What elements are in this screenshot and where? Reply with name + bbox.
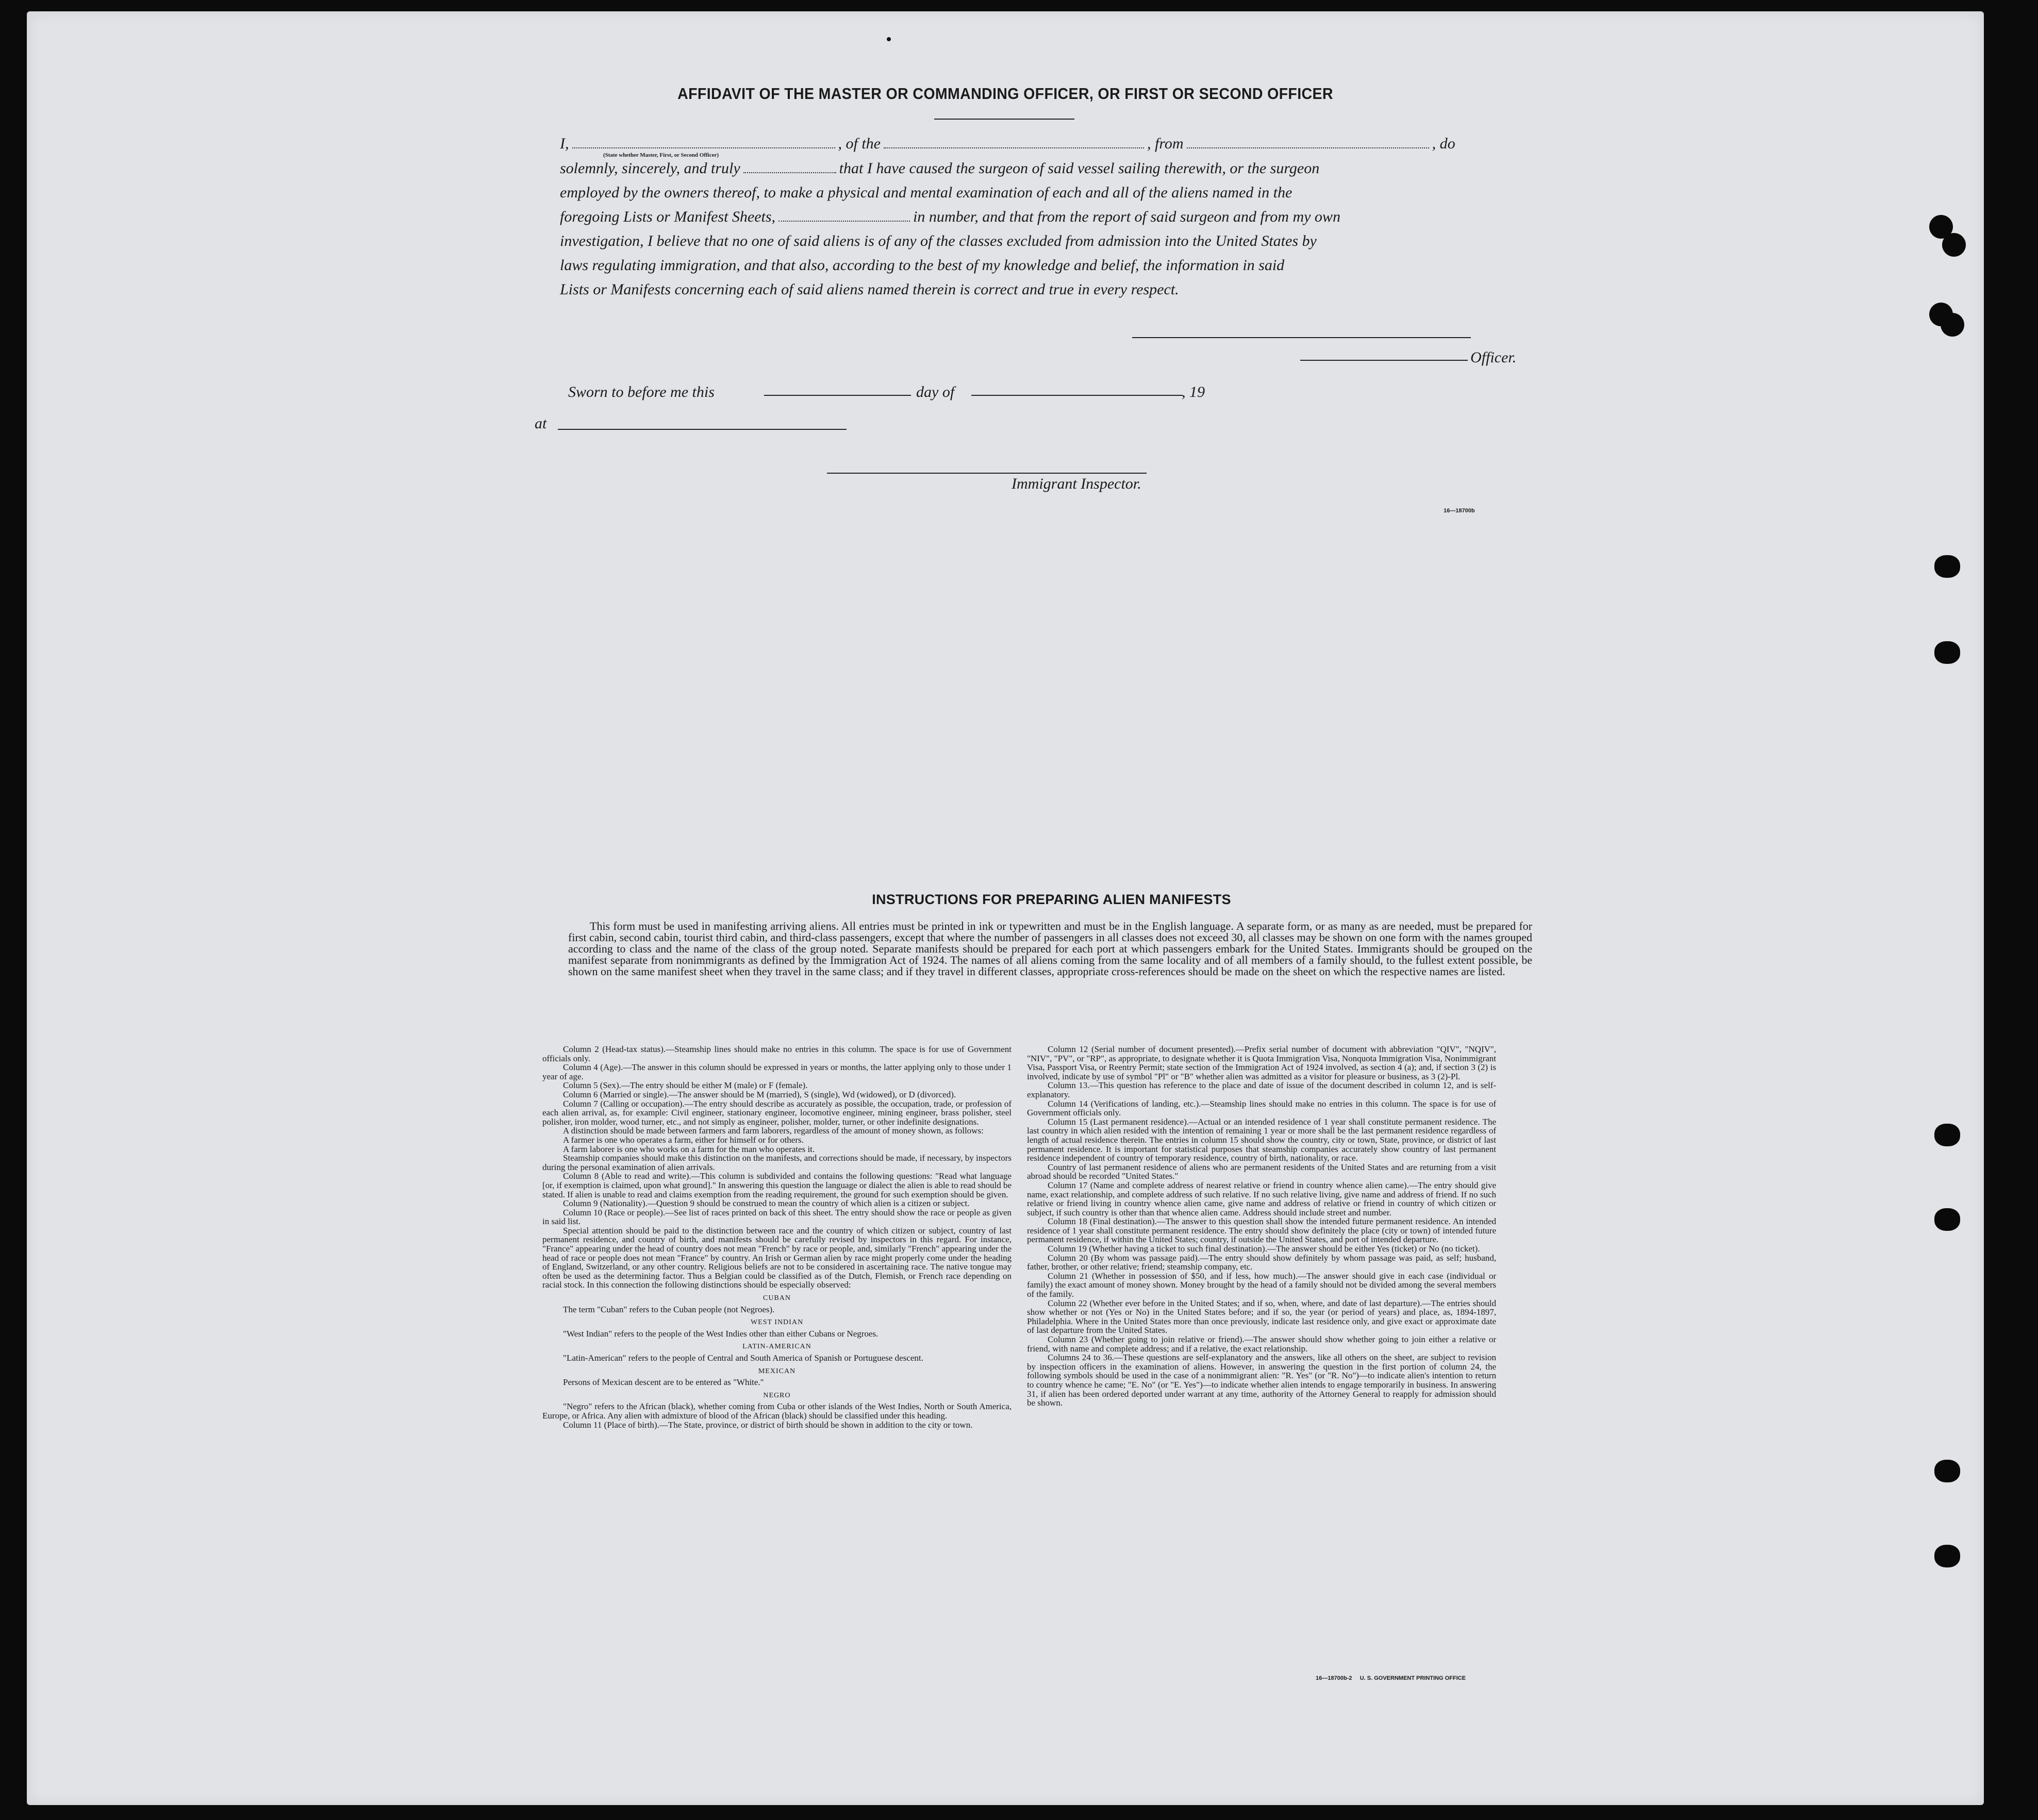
instruction-paragraph: Column 2 (Head-tax status).—Steamship lines should make no entries in this column. The space is for use of Government officials only. <box>542 1044 1012 1063</box>
instructions-right-column <box>1027 1045 1496 1408</box>
instruction-paragraph: Column 14 (Verifications of landing, etc.).—Steamship lines should make no entries in this column. The space is for use of Government officials only. <box>1027 1098 1496 1118</box>
sworn-manner-field[interactable] <box>743 161 836 173</box>
affidavit-line-4a: foregoing Lists or Manifest Sheets, <box>560 208 776 225</box>
affidavit-title: AFFIDAVIT OF THE MASTER OR COMMANDING OFFICER, OR FIRST OR SECOND OFFICER <box>677 85 1333 103</box>
section-heading: LATIN-AMERICAN <box>742 1343 811 1351</box>
ink-dot <box>887 37 891 41</box>
instruction-paragraph: A farmer is one who operates a farm, either for himself or for others. <box>563 1134 804 1145</box>
instruction-paragraph: Column 5 (Sex).—The entry should be either M (male) or F (female). <box>563 1080 808 1091</box>
punch-hole <box>1941 313 1964 337</box>
instructions-intro: This form must be used in manifesting arriving aliens. All entries must be printed in ink or typewritten and must be in the English language. A separate form, or as many as are needed, must be prepared for first cabin, second cabin, tourist third cabin, and third-class passengers, except that where the number of passengers in all classes does not exceed 30, all classes may be shown on one form with the names grouped according to class and the name of the class of the group noted. Separate manifests should be prepared for each port at which passengers embark for the United States. Immigrants should be grouped on the manifest separate from nonimmigrants as defined by the Immigration Act of 1924. The names of all aliens coming from the same locality and of all members of a family should, to the fullest extent possible, be shown on the same manifest sheet when they travel in the same class; and if they travel in different classes, appropriate cross-references should be made on the sheet on which the respective names are listed. <box>568 920 1532 978</box>
instruction-paragraph: Column 6 (Married or single).—The answer should be M (married), S (single), Wd (widowed), or D (divorced). <box>563 1089 956 1099</box>
instruction-paragraph: Column 13.—This question has reference to the place and date of issue of the document described in column 12, and is self-explanatory. <box>1027 1080 1496 1099</box>
instruction-paragraph: Column 4 (Age).—The answer in this column should be expressed in years or months, the latter applying only to those under 1 year of age. <box>542 1062 1012 1081</box>
instruction-paragraph: Column 19 (Whether having a ticket to such final destination).—The answer should be either Yes (ticket) or No (no ticket). <box>1048 1244 1480 1254</box>
section-heading: CUBAN <box>763 1294 791 1303</box>
officer-rank-field[interactable] <box>572 136 835 148</box>
punch-hole <box>1934 555 1960 578</box>
affidavit-line-3 <box>560 184 1529 207</box>
section-heading: MEXICAN <box>758 1367 796 1375</box>
instruction-paragraph: Column 12 (Serial number of document presented).—Prefix serial number of document with abbreviation "QIV", "NQIV", "NIV", "PV", or "RP", as appropriate, to designate whether it is Quota Immigration Visa, Nonquota Immigration Visa, Nonimmigrant Visa, Passport Visa, or Reentry Permit; state section of the Immigration Act of 1924 involved, as section 4 (a); and, if section 3 (2) is involved, indicate by use of symbol "Pl" or "B" whether alien was admitted as a visitor for pleasure or business, as 3 (2)-Pl. <box>1027 1044 1496 1081</box>
instruction-paragraph: Column 9 (Nationality).—Question 9 should be construed to mean the country of which alien is a citizen or subject. <box>563 1198 970 1209</box>
sworn-day-field[interactable] <box>764 395 911 396</box>
footer-print-code: 16—18700b-2 U. S. GOVERNMENT PRINTING OFFICE <box>1316 1675 1466 1681</box>
vessel-name-field[interactable] <box>884 136 1144 148</box>
instruction-paragraph: Columns 24 to 36.—These questions are self-explanatory and the answers, like all others on the sheet, are subject to revision by inspection officers in the examination of aliens. However, in answering the question in the first portion of column 24, the following symbols should be used in the case of a nonimmigrant alien: "R. Yes" (or "R. No")—to indicate alien's intention to return to country whence he came; "E. No" (or "E. Yes")—to indicate whether alien intends to engage temporarily in business. In answering 31, if alien has been ordered deported under warrant at any time, authority of the Attorney General to reapply for admission should be shown. <box>1027 1353 1496 1408</box>
affidavit-of-the: , of the <box>838 135 881 152</box>
sheet-count-field[interactable] <box>778 209 910 222</box>
instruction-paragraph: Persons of Mexican descent are to be entered as "White." <box>563 1377 764 1388</box>
affidavit-form-code: 16—18700b <box>1444 508 1475 514</box>
instruction-paragraph: Column 8 (Able to read and write).—This column is subdivided and contains the following questions: "Read what language [or, if exemption is claimed, upon what ground]." In answering this question the language or dialect the alien is able to read should be stated. If alien is unable to read and claims exemption from the reading requirement, the ground for such exemption should be given. <box>542 1171 1012 1199</box>
instruction-paragraph: A distinction should be made between farmers and farm laborers, regardless of the amount of money shown, as follows: <box>563 1126 984 1136</box>
title-underline <box>934 119 1074 120</box>
punch-hole <box>1934 1208 1960 1231</box>
punch-hole <box>1934 1124 1960 1146</box>
officer-line[interactable] <box>1300 360 1468 361</box>
port-from-field[interactable] <box>1187 136 1429 148</box>
officer-label: Officer. <box>1470 349 1517 366</box>
instruction-paragraph: Column 20 (By whom was passage paid).—The entry should show definitely by whom passage was paid, as self; husband, father, brother, or other relative; friend; steamship company, etc. <box>1027 1253 1496 1272</box>
instruction-paragraph: Steamship companies should make this distinction on the manifests, and corrections should be made, if necessary, by inspectors during the personal examination of alien arrivals. <box>542 1153 1012 1172</box>
affidavit-line-6 <box>560 257 1529 279</box>
affidavit-line-7 <box>560 281 1529 304</box>
affidavit-line-5 <box>560 232 1529 255</box>
affidavit-line-6-text: laws regulating immigration, and that also, according to the best of my knowledge and belief, the information in said <box>560 257 1285 274</box>
instruction-paragraph: "Latin-American" refers to the people of Central and South America of Spanish or Portuguese descent. <box>563 1353 923 1363</box>
affidavit-line-5-text: investigation, I believe that no one of said aliens is of any of the classes excluded from admission into the United States by <box>560 232 1317 249</box>
section-heading: WEST INDIAN <box>750 1318 804 1327</box>
instruction-paragraph: Column 15 (Last permanent residence).—Actual or an intended residence of 1 year shall constitute permanent residence. The last country in which alien resided with the intention of remaining 1 year or more shall be the last permanent residence regardless of length of actual residence therein. The entries in column 15 should show the country, city or town, State, province, or district of last permanent residence. It is important for statistical purposes that steamship companies accurately show country of last permanent residence independent of country of temporary residence, country of birth, nationality, or race. <box>1027 1116 1496 1163</box>
instruction-paragraph: Special attention should be paid to the distinction between race and the country of which citizen or subject, country of last permanent residence, and country of birth, and manifests should be carefully revised by inspectors in this regard. For instance, "France" appearing under the head of country does not mean "French" by race or people, and, similarly "French" appearing under the head of race or people does not mean "France" by country. An Irish or German alien by race might properly come under the heading of England, Switzerland, or any other country. Religious beliefs are not to be considered in ascertaining race. The native tongue may often be used as the determining factor. Thus a Belgian could be classified as of the Dutch, Flemish, or French race depending on racial stock. In this connection the following distinctions should be especially observed: <box>542 1225 1012 1290</box>
at-place-field[interactable] <box>558 429 847 430</box>
instruction-paragraph: Column 22 (Whether ever before in the United States; and if so, when, where, and date of last departure).—The entries should show whether or not (Yes or No) in the United States before; and if so, the year (or period of years) and place, as, 1894-1897, Philadelphia. Where in the United States more than once previously, indicate last residence only, and give exact or approximate date of last departure from the United States. <box>1027 1298 1496 1335</box>
affidavit-line-4 <box>560 208 1529 231</box>
sworn-month-field[interactable] <box>971 395 1183 396</box>
affidavit-line-2a: solemnly, sincerely, and truly <box>560 160 740 177</box>
affidavit-line-2b: that I have caused the surgeon of said vessel sailing therewith, or the surgeon <box>839 160 1320 177</box>
inspector-label: Immigrant Inspector. <box>1012 475 1141 492</box>
officer-rank-note: (State whether Master, First, or Second Officer) <box>603 152 719 158</box>
instruction-paragraph: Column 23 (Whether going to join relative or friend).—The answer should show whether going to join either a relative or friend, with name and complete address; and if a relative, the exact relationship. <box>1027 1334 1496 1354</box>
inspector-signature-line[interactable] <box>827 473 1147 474</box>
instruction-paragraph: "Negro" refers to the African (black), whether coming from Cuba or other islands of the West Indies, North or South America, Europe, or Africa. Any alien with admixture of blood of the African (black) should be classified under this heading. <box>542 1401 1012 1421</box>
affidavit-i: I, <box>560 135 569 152</box>
affidavit-line-7-text: Lists or Manifests concerning each of said aliens named therein is correct and true in every respect. <box>560 281 1179 298</box>
affidavit-line-4b: in number, and that from the report of said surgeon and from my own <box>913 208 1340 225</box>
punch-hole <box>1934 1545 1960 1567</box>
punch-hole <box>1934 641 1960 664</box>
sworn-text-b: day of <box>916 383 955 400</box>
instruction-paragraph: Column 18 (Final destination).—The answer to this question shall show the intended future permanent residence. An intended residence of 1 year shall constitute permanent residence. The entry should show definitely the place (city or town) of intended future permanent residence, if within the United States; country, if outside the United States, and port of intended departure. <box>1027 1216 1496 1245</box>
affidavit-line-2 <box>560 160 1529 182</box>
signature-line[interactable] <box>1132 337 1471 338</box>
section-heading: NEGRO <box>763 1391 791 1399</box>
sworn-text-a: Sworn to before me this <box>568 383 715 400</box>
instruction-paragraph: A farm laborer is one who works on a farm for the man who operates it. <box>563 1144 815 1154</box>
instruction-paragraph: Column 11 (Place of birth).—The State, province, or district of birth should be shown in addition to the city or town. <box>563 1420 973 1430</box>
affidavit-line-3-text: employed by the owners thereof, to make a physical and mental examination of each and all of the aliens named in the <box>560 184 1293 201</box>
instruction-paragraph: "West Indian" refers to the people of the West Indies other than either Cubans or Negroes. <box>563 1328 879 1339</box>
instruction-paragraph: Column 21 (Whether in possession of $50, and if less, how much).—The answer should give in each case (individual or family) the exact amount of money shown. Money brought by the head of a family should not be divided among the several members of the family. <box>1027 1271 1496 1299</box>
affidavit-from: , from <box>1147 135 1184 152</box>
punch-hole <box>1934 1460 1960 1482</box>
instructions-title: INSTRUCTIONS FOR PREPARING ALIEN MANIFESTS <box>872 892 1231 907</box>
instruction-paragraph: Column 10 (Race or people).—See list of races printed on back of this sheet. The entry should show the race or people as given in said list. <box>542 1207 1012 1227</box>
instruction-paragraph: Column 7 (Calling or occupation).—The entry should describe as accurately as possible, the occupation, trade, or profession of each alien arrival, as, for example: Civil engineer, stationary engineer, locomotive engineer, mining engineer, brass polisher, steel polisher, iron molder, wood turner, etc., and not simply as engineer, polisher, molder, turner, or other indefinite designations. <box>542 1098 1012 1127</box>
instructions-left-column <box>542 1045 1012 1429</box>
instruction-paragraph: Country of last permanent residence of aliens who are permanent residents of the United States and are returning from a visit abroad should be recorded "United States." <box>1027 1162 1496 1181</box>
at-label: at <box>535 415 547 432</box>
affidavit-do: , do <box>1432 135 1455 152</box>
instruction-paragraph: The term "Cuban" refers to the Cuban people (not Negroes). <box>563 1304 775 1314</box>
document-page <box>27 11 1984 1805</box>
sworn-text-c: , 19 <box>1182 383 1205 400</box>
instruction-paragraph: Column 17 (Name and complete address of nearest relative or friend in country whence alien came).—The entry should give name, exact relationship, and complete address of such relative. If no such relative living, give name and address of friend. If no such relative or friend living in country whence alien came, give name and address of relative or friend in country of which citizen or subject, if such country is other than that whence alien came. Address should include street and number. <box>1027 1180 1496 1217</box>
punch-hole <box>1942 233 1966 257</box>
